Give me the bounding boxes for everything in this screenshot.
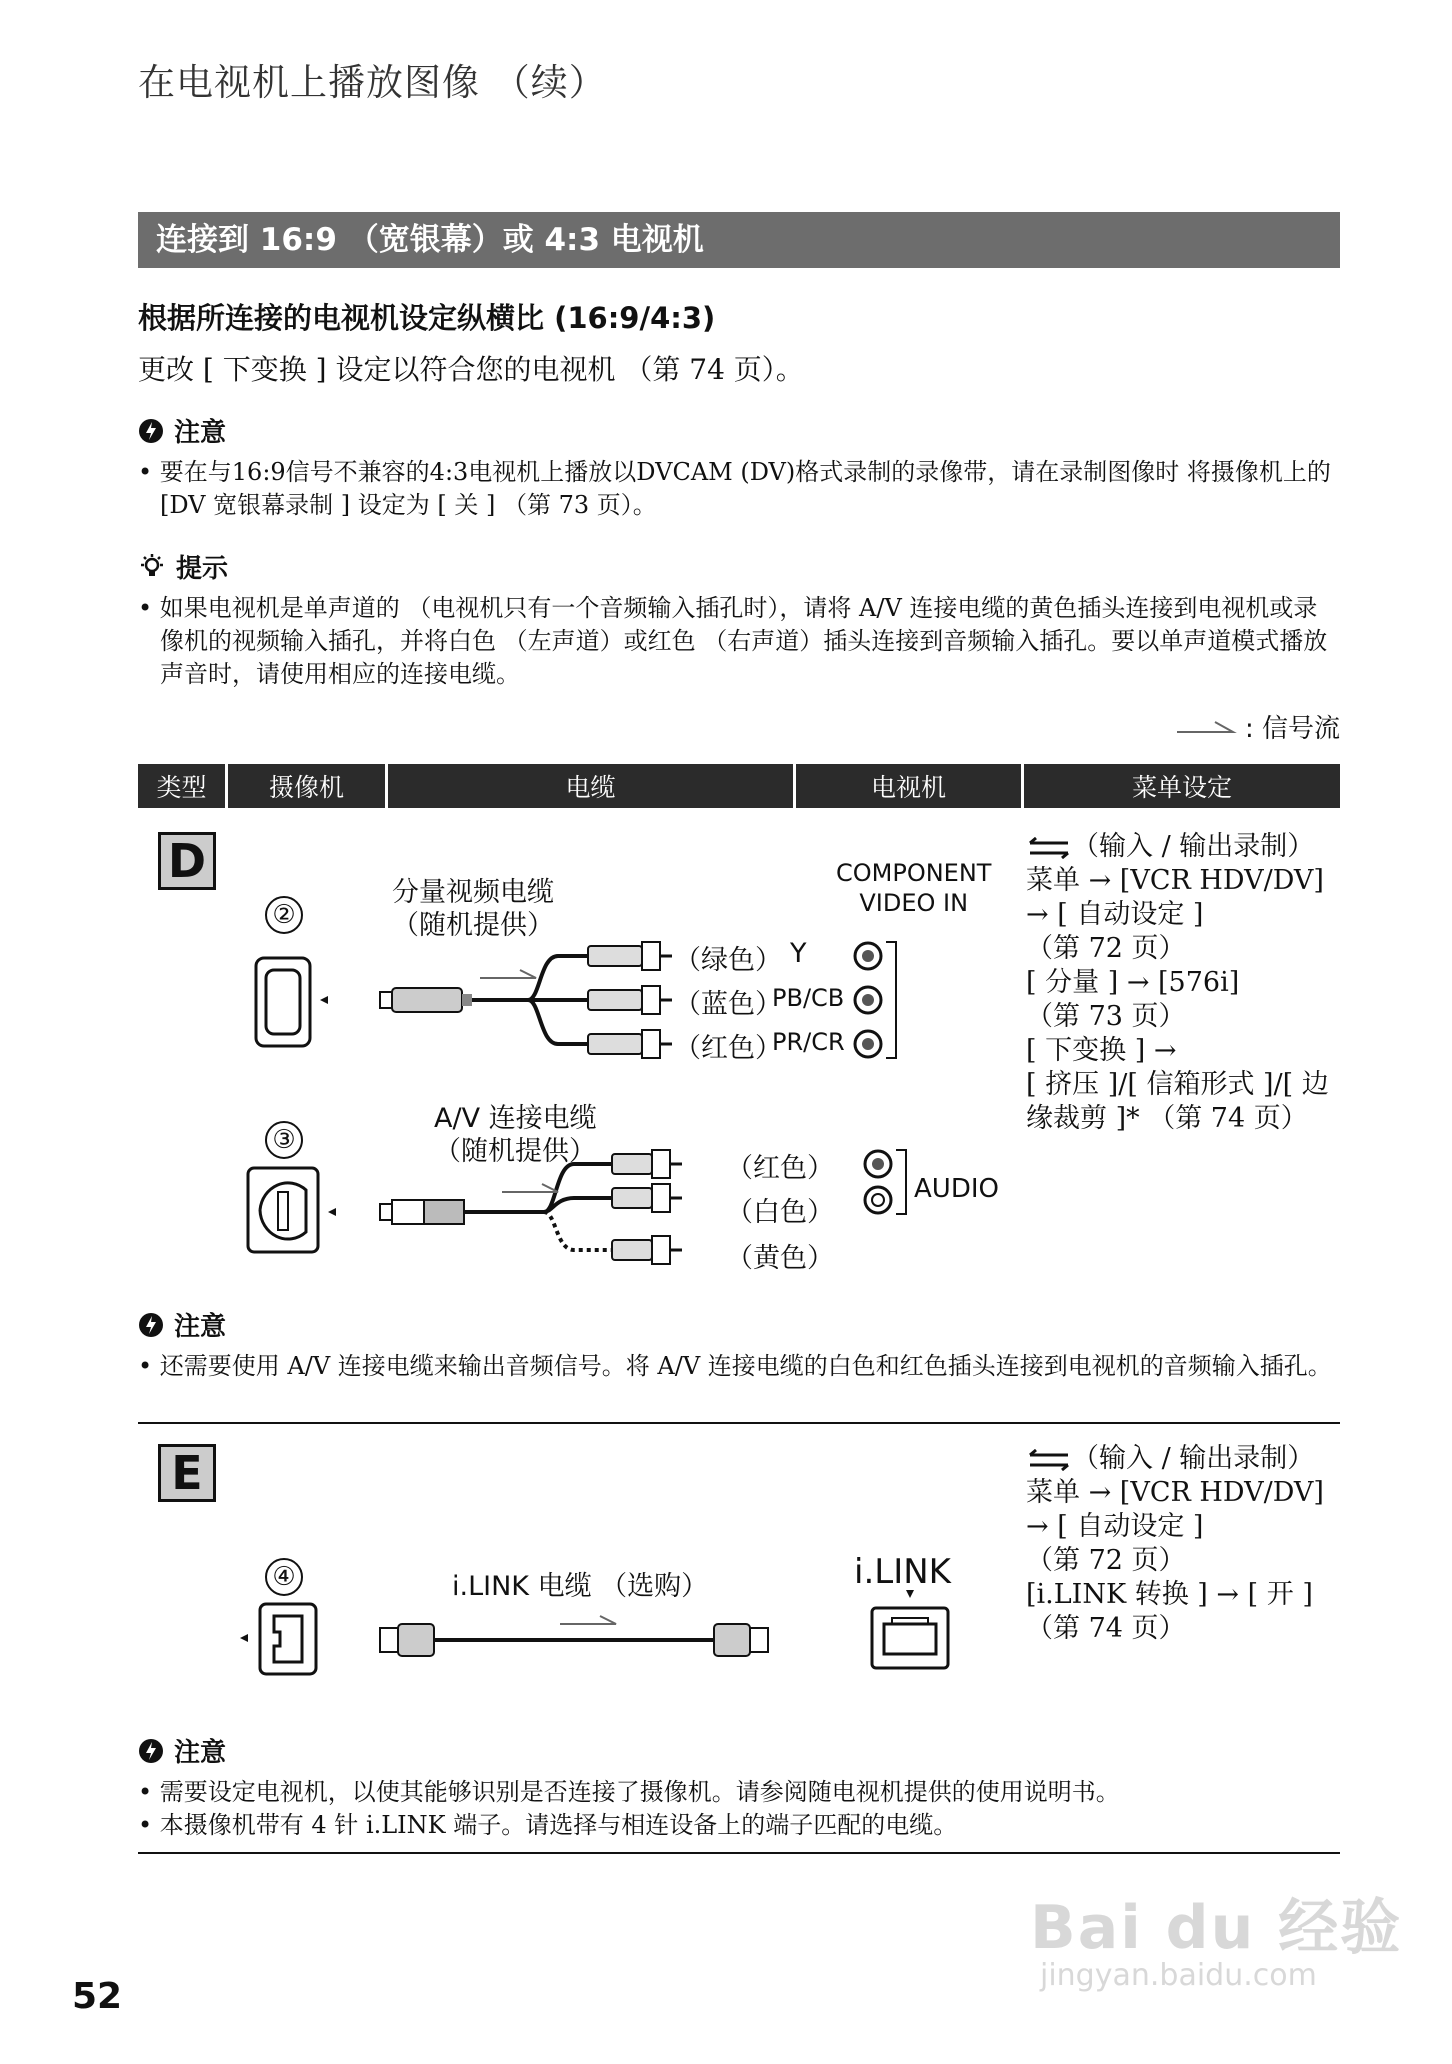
note2-heading-label: 注意 bbox=[174, 1312, 227, 1342]
menu-e-line: → [ 自动设定 ] bbox=[1026, 1511, 1204, 1542]
component-label-line2: VIDEO IN bbox=[859, 889, 969, 917]
rca-plug-blue-icon bbox=[588, 986, 672, 1014]
ilink-cable-label: i.LINK 电缆 （选购） bbox=[452, 1571, 709, 1602]
menu-e-line: [i.LINK 转换 ] → [ 开 ] bbox=[1026, 1579, 1313, 1610]
in-out-rec-icon bbox=[1026, 837, 1072, 859]
ilink-tv-jack-icon bbox=[872, 1590, 948, 1668]
th-cable: 电缆 bbox=[388, 764, 796, 808]
tip-heading-label: 提示 bbox=[176, 554, 229, 584]
av-cable-name: A/V 连接电缆 bbox=[434, 1103, 597, 1134]
port-2-label: ② bbox=[265, 896, 303, 934]
green-label: （绿色） bbox=[674, 945, 782, 976]
y-label: Y bbox=[790, 938, 807, 969]
page-title: 在电视机上播放图像 （续） bbox=[138, 61, 607, 104]
note3-line: • 需要设定电视机，以使其能够识别是否连接了摄像机。请参阅随电视机提供的使用说明书。 bbox=[138, 1778, 1120, 1806]
note2-line: • 还需要使用 A/V 连接电缆来输出音频信号。将 A/V 连接电缆的白色和红色插头连接到电视机的音频输入插孔。 bbox=[138, 1352, 1332, 1380]
tip-text bbox=[138, 592, 1340, 691]
note3-heading bbox=[138, 1732, 226, 1769]
type-e-menu-settings bbox=[1026, 1442, 1356, 1646]
menu-d-line: → [ 自动设定 ] bbox=[1026, 899, 1204, 930]
tip-line: • 如果电视机是单声道的 （电视机只有一个音频输入插孔时），请将 A/V 连接电缆的黄色插头连接到电视机或录像机的视频输入插孔，并将白色 （左声道）或红色 （右声道）插头连接到音频输入插孔。要以单声道模式播放声音时，请使用相应的连接电缆。 bbox=[138, 594, 1328, 688]
pr-cr-label: PR/CR bbox=[772, 1028, 845, 1056]
legend-label: : 信号流 bbox=[1244, 714, 1340, 744]
component-video-in-label bbox=[836, 858, 991, 918]
ilink-cable-icon bbox=[380, 1624, 768, 1656]
th-camcorder: 摄像机 bbox=[228, 764, 388, 808]
av-cable-plug-icon bbox=[380, 1200, 544, 1224]
menu-d-line: [ 分量 ] → [576i] bbox=[1026, 967, 1240, 998]
audio-label: AUDIO bbox=[914, 1174, 999, 1204]
av-rca-plugs-icon bbox=[612, 1150, 682, 1264]
watermark-url: jingyan.baidu.com bbox=[1040, 1958, 1317, 1993]
av-yellow-label: （黄色） bbox=[726, 1243, 834, 1274]
menu-e-line bbox=[1026, 1442, 1356, 1476]
menu-d-line: [ 挤压 ]/[ 信箱形式 ]/[ 边 bbox=[1026, 1069, 1329, 1100]
rca-plug-red-icon bbox=[588, 1030, 672, 1058]
lightbulb-icon bbox=[138, 553, 166, 581]
page-number: 52 bbox=[72, 1976, 123, 2017]
signal-arrow-icon bbox=[502, 1184, 558, 1192]
pb-cb-label: PB/CB bbox=[772, 984, 845, 1012]
th-type: 类型 bbox=[138, 764, 228, 808]
th-menu: 菜单设定 bbox=[1024, 764, 1340, 808]
menu-d-line bbox=[1026, 830, 1356, 864]
divider bbox=[138, 1422, 1340, 1424]
intro-line: 更改 [ 下变换 ] 设定以符合您的电视机 （第 74 页）。 bbox=[138, 353, 804, 386]
red-label: （红色） bbox=[674, 1033, 782, 1064]
table-header bbox=[138, 764, 1340, 808]
th-tv: 电视机 bbox=[796, 764, 1024, 808]
note3-text bbox=[138, 1776, 1340, 1842]
tv-component-jacks-icon bbox=[855, 942, 896, 1058]
menu-d-line: （第 72 页） bbox=[1026, 933, 1186, 964]
type-d-menu-settings bbox=[1026, 830, 1356, 1136]
signal-flow-arrow-icon bbox=[1175, 719, 1239, 735]
watermark-logo: Bai du 经验 bbox=[1030, 1893, 1403, 1963]
component-cable-plug-icon bbox=[380, 988, 528, 1012]
menu-e-line: 菜单 → [VCR HDV/DV] bbox=[1026, 1477, 1324, 1508]
type-d-box: D bbox=[158, 832, 216, 890]
note1-text bbox=[138, 456, 1340, 522]
caution-icon bbox=[138, 1738, 164, 1764]
caution-icon bbox=[138, 1312, 164, 1338]
av-white-label: （白色） bbox=[726, 1197, 834, 1228]
note1-heading bbox=[138, 412, 226, 449]
ilink-tv-label: i.LINK bbox=[854, 1552, 951, 1592]
component-cable-name: 分量视频电缆 bbox=[392, 877, 554, 908]
signal-flow-legend bbox=[1175, 708, 1340, 745]
note1-heading-label: 注意 bbox=[174, 418, 227, 448]
signal-arrow-icon bbox=[480, 970, 536, 978]
menu-d-line: [ 下变换 ] → bbox=[1026, 1035, 1177, 1066]
rca-plug-green-icon bbox=[588, 942, 672, 970]
subheading: 根据所连接的电视机设定纵横比 (16:9/4:3) bbox=[138, 301, 716, 335]
note2-text bbox=[138, 1350, 1340, 1383]
type-e-diagram bbox=[230, 1590, 970, 1700]
av-red-label: （红色） bbox=[726, 1153, 834, 1184]
caution-icon bbox=[138, 418, 164, 444]
in-out-rec-icon bbox=[1026, 1449, 1072, 1471]
ilink-camcorder-jack-icon bbox=[240, 1604, 316, 1674]
note3-heading-label: 注意 bbox=[174, 1738, 227, 1768]
note2-heading bbox=[138, 1306, 226, 1343]
tip-heading bbox=[138, 548, 228, 585]
section-title-bar: 连接到 16:9 （宽银幕）或 4:3 电视机 bbox=[138, 212, 1340, 268]
signal-arrow-icon bbox=[560, 1616, 616, 1624]
menu-e-line: （第 74 页） bbox=[1026, 1613, 1186, 1644]
component-cable-label bbox=[392, 876, 554, 942]
port-3-label: ③ bbox=[265, 1121, 303, 1159]
port-4-label: ④ bbox=[265, 1558, 303, 1596]
type-e-box: E bbox=[158, 1444, 216, 1502]
menu-d-line: 菜单 → [VCR HDV/DV] bbox=[1026, 865, 1324, 896]
av-jack-icon bbox=[248, 1168, 336, 1252]
component-label-line1: COMPONENT bbox=[836, 859, 992, 887]
menu-d-text: （输入 / 输出录制） bbox=[1072, 831, 1315, 862]
tv-audio-jacks-icon bbox=[865, 1150, 906, 1214]
divider bbox=[138, 1852, 1340, 1854]
component-cable-note: （随机提供） bbox=[392, 910, 554, 941]
menu-d-line: 缘裁剪 ]* （第 74 页） bbox=[1026, 1103, 1308, 1134]
blue-label: （蓝色） bbox=[674, 989, 782, 1020]
menu-d-line: （第 73 页） bbox=[1026, 1001, 1186, 1032]
note1-line: • 要在与16:9信号不兼容的4:3电视机上播放以DVCAM (DV)格式录制的录像带，请在录制图像时 将摄像机上的 [DV 宽银幕录制 ] 设定为 [ 关 ] （第 73 页）。 bbox=[138, 458, 1331, 519]
menu-e-text: （输入 / 输出录制） bbox=[1072, 1443, 1315, 1474]
av-cable-note: （随机提供） bbox=[434, 1136, 596, 1167]
menu-e-line: （第 72 页） bbox=[1026, 1545, 1186, 1576]
av-cable-label bbox=[434, 1102, 597, 1168]
component-jack-icon bbox=[256, 958, 328, 1046]
note3-line: • 本摄像机带有 4 针 i.LINK 端子。请选择与相连设备上的端子匹配的电缆。 bbox=[138, 1811, 958, 1839]
